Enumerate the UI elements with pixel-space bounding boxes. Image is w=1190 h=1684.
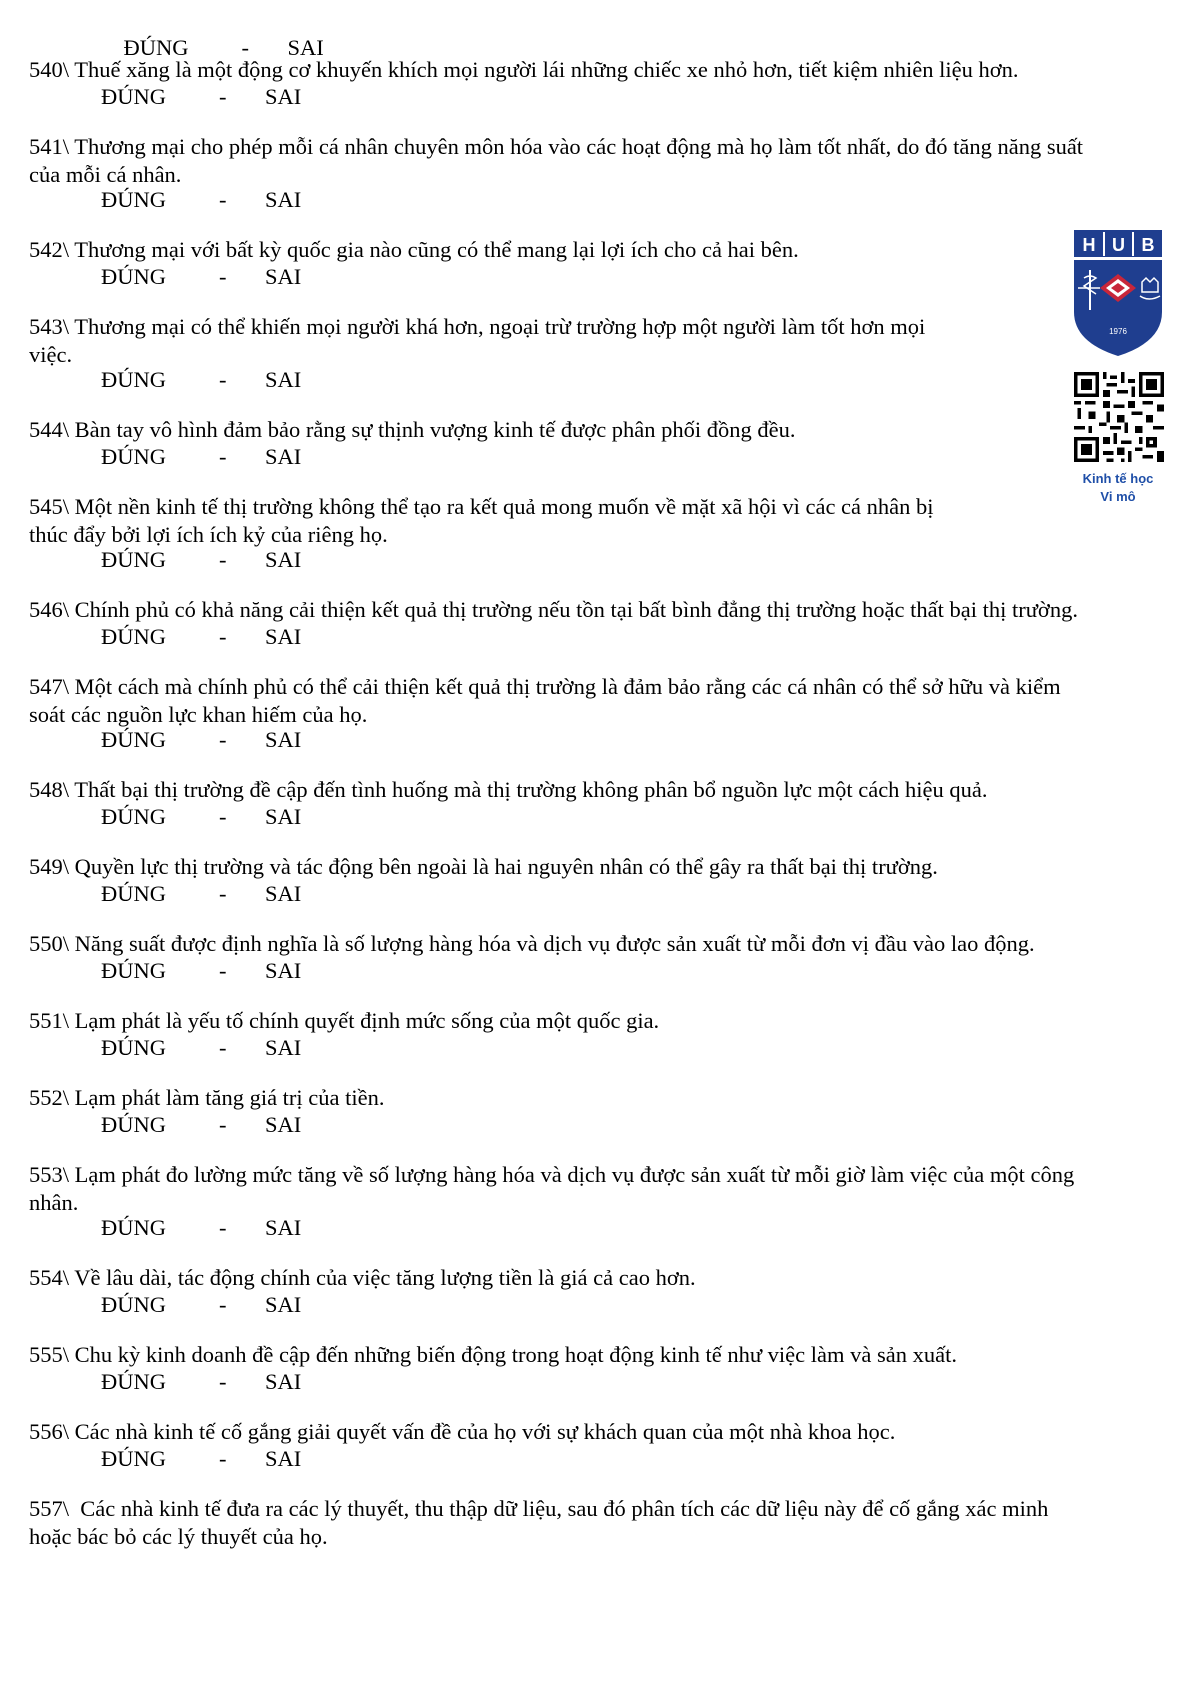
false-option: SAI	[265, 804, 302, 829]
qr-code	[1074, 372, 1164, 462]
question-546	[29, 596, 1078, 624]
question-552	[29, 1084, 385, 1112]
false-option: SAI	[265, 547, 302, 572]
question-544	[29, 416, 796, 444]
logo-letter-u: U	[1112, 235, 1125, 255]
answer-line-555	[101, 1368, 301, 1396]
dash-separator: -	[219, 1215, 227, 1240]
dash-separator: -	[219, 187, 227, 212]
false-option: SAI	[265, 727, 302, 752]
question-text: 556\ Các nhà kinh tế cố gắng giải quyết vấn đề của họ với sự khách quan của một nhà khoa học.	[29, 1419, 896, 1444]
question-540	[29, 56, 1019, 84]
answer-line-540	[101, 83, 301, 111]
dash-separator: -	[219, 84, 227, 109]
dash-separator: -	[219, 1369, 227, 1394]
question-text: 548\ Thất bại thị trường đề cập đến tình huống mà thị trường không phân bổ nguồn lực một cách hiệu quả.	[29, 777, 988, 802]
logo-caption-sub: Vi mô	[1100, 489, 1136, 504]
false-option: SAI	[265, 624, 302, 649]
false-option: SAI	[265, 1035, 302, 1060]
false-option: SAI	[265, 881, 302, 906]
true-option: ĐÚNG	[101, 367, 166, 392]
false-option: SAI	[265, 1446, 302, 1471]
logo-caption-subject: Kinh tế học	[1082, 471, 1154, 486]
question-551	[29, 1007, 659, 1035]
answer-line-543	[101, 366, 301, 394]
answer-line-541	[101, 186, 301, 214]
dash-separator: -	[219, 367, 227, 392]
logo-letter-b: B	[1141, 235, 1155, 255]
question-542	[29, 236, 799, 264]
question-text: 540\ Thuế xăng là một động cơ khuyến khích mọi người lái những chiếc xe nhỏ hơn, tiết kiệm nhiên liệu hơn.	[29, 57, 1019, 82]
question-text: 552\ Lạm phát làm tăng giá trị của tiền.	[29, 1085, 385, 1110]
dash-separator: -	[241, 35, 249, 60]
question-text: 554\ Về lâu dài, tác động chính của việc tăng lượng tiền là giá cả cao hơn.	[29, 1265, 696, 1290]
dash-separator: -	[219, 1035, 227, 1060]
true-option: ĐÚNG	[101, 727, 166, 752]
false-option: SAI	[265, 1215, 302, 1240]
question-text: 555\ Chu kỳ kinh doanh đề cập đến những biến động trong hoạt động kinh tế như việc làm và sản xuất.	[29, 1342, 957, 1367]
true-option: ĐÚNG	[101, 187, 166, 212]
hub-logo	[1070, 226, 1166, 358]
true-option: ĐÚNG	[101, 547, 166, 572]
dash-separator: -	[219, 1446, 227, 1471]
question-543	[29, 313, 925, 369]
true-option: ĐÚNG	[101, 1369, 166, 1394]
false-option: SAI	[265, 444, 302, 469]
question-text: 553\ Lạm phát đo lường mức tăng về số lượng hàng hóa và dịch vụ được sản xuất từ mỗi giờ làm việc của một công nhân.	[29, 1162, 1075, 1215]
false-option: SAI	[287, 35, 324, 60]
true-option: ĐÚNG	[101, 264, 166, 289]
true-option: ĐÚNG	[123, 35, 189, 60]
answer-line-551	[101, 1034, 301, 1062]
true-option: ĐÚNG	[101, 1215, 166, 1240]
question-553	[29, 1161, 1074, 1217]
true-option: ĐÚNG	[101, 804, 166, 829]
false-option: SAI	[265, 367, 302, 392]
dash-separator: -	[219, 727, 227, 752]
answer-line-546	[101, 623, 301, 651]
answer-line-548	[101, 803, 301, 831]
dash-separator: -	[219, 1112, 227, 1137]
logo-year: 1976	[1109, 327, 1127, 336]
answer-line-553	[101, 1214, 301, 1242]
question-text: 546\ Chính phủ có khả năng cải thiện kết quả thị trường nếu tồn tại bất bình đẳng thị trường hoặc thất bại thị trường.	[29, 597, 1078, 622]
dash-separator: -	[219, 547, 227, 572]
question-556	[29, 1418, 895, 1446]
false-option: SAI	[265, 187, 302, 212]
logo-letter-h: H	[1082, 235, 1096, 255]
answer-line-556	[101, 1445, 301, 1473]
true-option: ĐÚNG	[101, 444, 166, 469]
answer-line-554	[101, 1291, 301, 1319]
true-option: ĐÚNG	[101, 624, 166, 649]
question-545	[29, 493, 934, 549]
dash-separator: -	[219, 958, 227, 983]
question-554	[29, 1264, 696, 1292]
question-text: 541\ Thương mại cho phép mỗi cá nhân chuyên môn hóa vào các hoạt động mà họ làm tốt nhất, do đó tăng năng suất của mỗi cá nhân.	[29, 134, 1084, 187]
question-541	[29, 133, 1083, 189]
dash-separator: -	[219, 881, 227, 906]
dash-separator: -	[219, 444, 227, 469]
true-option: ĐÚNG	[101, 1035, 166, 1060]
answer-line-542	[101, 263, 301, 291]
answer-line-549	[101, 880, 301, 908]
answer-line-544	[101, 443, 301, 471]
logo-caption	[1062, 470, 1174, 506]
question-text: 544\ Bàn tay vô hình đảm bảo rằng sự thịnh vượng kinh tế được phân phối đồng đều.	[29, 417, 796, 442]
question-557	[29, 1495, 1048, 1551]
question-text: 547\ Một cách mà chính phủ có thể cải thiện kết quả thị trường là đảm bảo rằng các cá nhân có thể sở hữu và kiểm soát các nguồn lực khan hiếm của họ.	[29, 674, 1061, 727]
true-option: ĐÚNG	[101, 1292, 166, 1317]
question-548	[29, 776, 988, 804]
question-text: 542\ Thương mại với bất kỳ quốc gia nào cũng có thể mang lại lợi ích cho cả hai bên.	[29, 237, 799, 262]
answer-line-545	[101, 546, 301, 574]
question-549	[29, 853, 938, 881]
dash-separator: -	[219, 264, 227, 289]
false-option: SAI	[265, 1292, 302, 1317]
question-text: 550\ Năng suất được định nghĩa là số lượng hàng hóa và dịch vụ được sản xuất từ mỗi đơn vị đầu vào lao động.	[29, 931, 1035, 956]
question-555	[29, 1341, 957, 1369]
true-option: ĐÚNG	[101, 84, 166, 109]
answer-line-552	[101, 1111, 301, 1139]
false-option: SAI	[265, 1369, 302, 1394]
answer-line-547	[101, 726, 301, 754]
false-option: SAI	[265, 84, 302, 109]
dash-separator: -	[219, 804, 227, 829]
true-option: ĐÚNG	[101, 881, 166, 906]
question-text: 545\ Một nền kinh tế thị trường không thể tạo ra kết quả mong muốn về mặt xã hội vì các cá nhân bị thúc đẩy bởi lợi ích ích kỷ của riêng họ.	[29, 494, 934, 547]
dash-separator: -	[219, 624, 227, 649]
false-option: SAI	[265, 958, 302, 983]
question-547	[29, 673, 1061, 729]
true-option: ĐÚNG	[101, 958, 166, 983]
dash-separator: -	[219, 1292, 227, 1317]
true-option: ĐÚNG	[101, 1112, 166, 1137]
question-text: 549\ Quyền lực thị trường và tác động bên ngoài là hai nguyên nhân có thể gây ra thất bại thị trường.	[29, 854, 938, 879]
answer-line-550	[101, 957, 301, 985]
question-550	[29, 930, 1035, 958]
false-option: SAI	[265, 264, 302, 289]
question-text: 557\ Các nhà kinh tế đưa ra các lý thuyết, thu thập dữ liệu, sau đó phân tích các dữ liệu này để cố gắng xác minh hoặc bác bỏ các lý thuyết của họ.	[29, 1496, 1049, 1549]
question-text: 551\ Lạm phát là yếu tố chính quyết định mức sống của một quốc gia.	[29, 1008, 660, 1033]
true-option: ĐÚNG	[101, 1446, 166, 1471]
question-text: 543\ Thương mại có thể khiến mọi người khá hơn, ngoại trừ trường hợp một người làm tốt hơn mọi việc.	[29, 314, 926, 367]
false-option: SAI	[265, 1112, 302, 1137]
